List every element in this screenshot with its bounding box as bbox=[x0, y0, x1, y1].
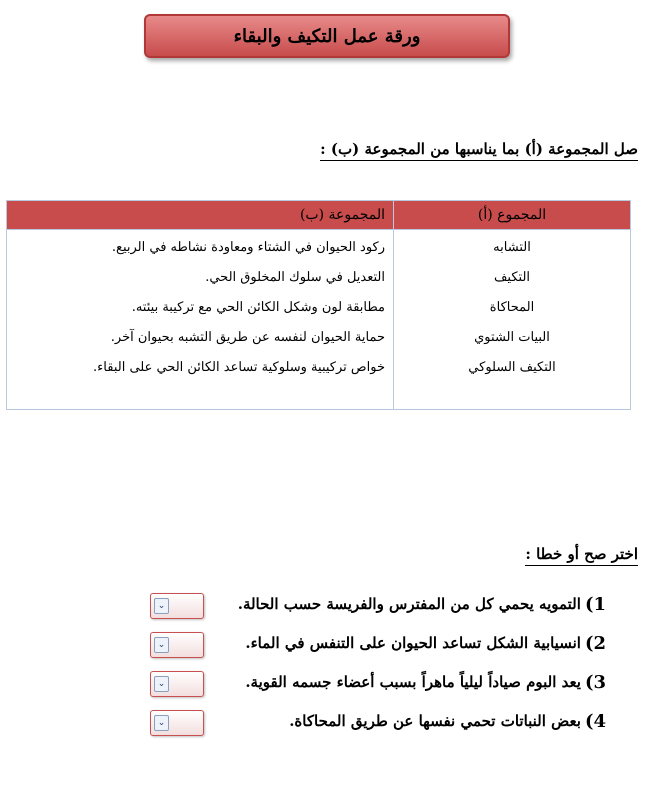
header-group-a: المجموع (أ) bbox=[394, 201, 631, 230]
group-a-item: التشابه bbox=[493, 240, 531, 255]
question-4 bbox=[289, 707, 606, 735]
answer-dropdown-4[interactable] bbox=[150, 710, 204, 736]
group-b-item: خواص تركيبية وسلوكية تساعد الكائن الحي على البقاء. bbox=[93, 360, 385, 375]
chevron-down-icon[interactable]: ⌄ bbox=[154, 715, 169, 731]
group-a-item: البيات الشتوي bbox=[474, 330, 550, 345]
question-text: يعد البوم صياداً ليلياً ماهراً بسبب أعضاء جسمه القوية. bbox=[245, 673, 581, 691]
question-text: بعض النباتات تحمي نفسها عن طريق المحاكاة. bbox=[289, 712, 581, 730]
answer-dropdown-1[interactable] bbox=[150, 593, 204, 619]
header-group-b: المجموعة (ب) bbox=[7, 201, 394, 230]
group-a-item: التكيف bbox=[493, 270, 531, 285]
chevron-down-icon[interactable]: ⌄ bbox=[154, 676, 169, 692]
chevron-down-icon[interactable]: ⌄ bbox=[154, 598, 169, 614]
group-a-column bbox=[394, 230, 631, 410]
question-number: 2) bbox=[584, 632, 606, 654]
group-b-column bbox=[7, 230, 394, 410]
group-b-item: مطابقة لون وشكل الكائن الحي مع تركيبة بيئته. bbox=[131, 300, 385, 315]
question-3 bbox=[245, 668, 606, 696]
question-number: 1) bbox=[584, 593, 606, 615]
true-false-instruction: اختر صح أو خطا : bbox=[525, 545, 638, 566]
question-1 bbox=[238, 590, 606, 618]
question-text: انسيابية الشكل تساعد الحيوان على التنفس في الماء. bbox=[245, 634, 581, 652]
question-text: التمويه يحمي كل من المفترس والفريسة حسب الحالة. bbox=[237, 595, 581, 613]
chevron-down-icon[interactable]: ⌄ bbox=[154, 637, 169, 653]
matching-instruction: صل المجموعة (أ) بما يناسبها من المجموعة (ب) : bbox=[320, 140, 638, 161]
matching-table bbox=[6, 200, 631, 410]
group-b-item: حماية الحيوان لنفسه عن طريق التشبه بحيوان آخر. bbox=[110, 330, 385, 345]
group-b-item: ركود الحيوان في الشتاء ومعاودة نشاطه في الربيع. bbox=[111, 240, 385, 255]
group-a-item: المحاكاة bbox=[489, 300, 535, 315]
title-text: ورقة عمل التكيف والبقاء bbox=[233, 25, 421, 47]
worksheet-title bbox=[144, 14, 510, 58]
answer-dropdown-2[interactable] bbox=[150, 632, 204, 658]
answer-dropdown-3[interactable] bbox=[150, 671, 204, 697]
group-b-item: التعديل في سلوك المخلوق الحي. bbox=[205, 270, 385, 285]
question-number: 4) bbox=[584, 710, 606, 732]
question-number: 3) bbox=[584, 671, 606, 693]
question-2 bbox=[245, 629, 606, 657]
group-a-item: التكيف السلوكي bbox=[468, 360, 556, 375]
